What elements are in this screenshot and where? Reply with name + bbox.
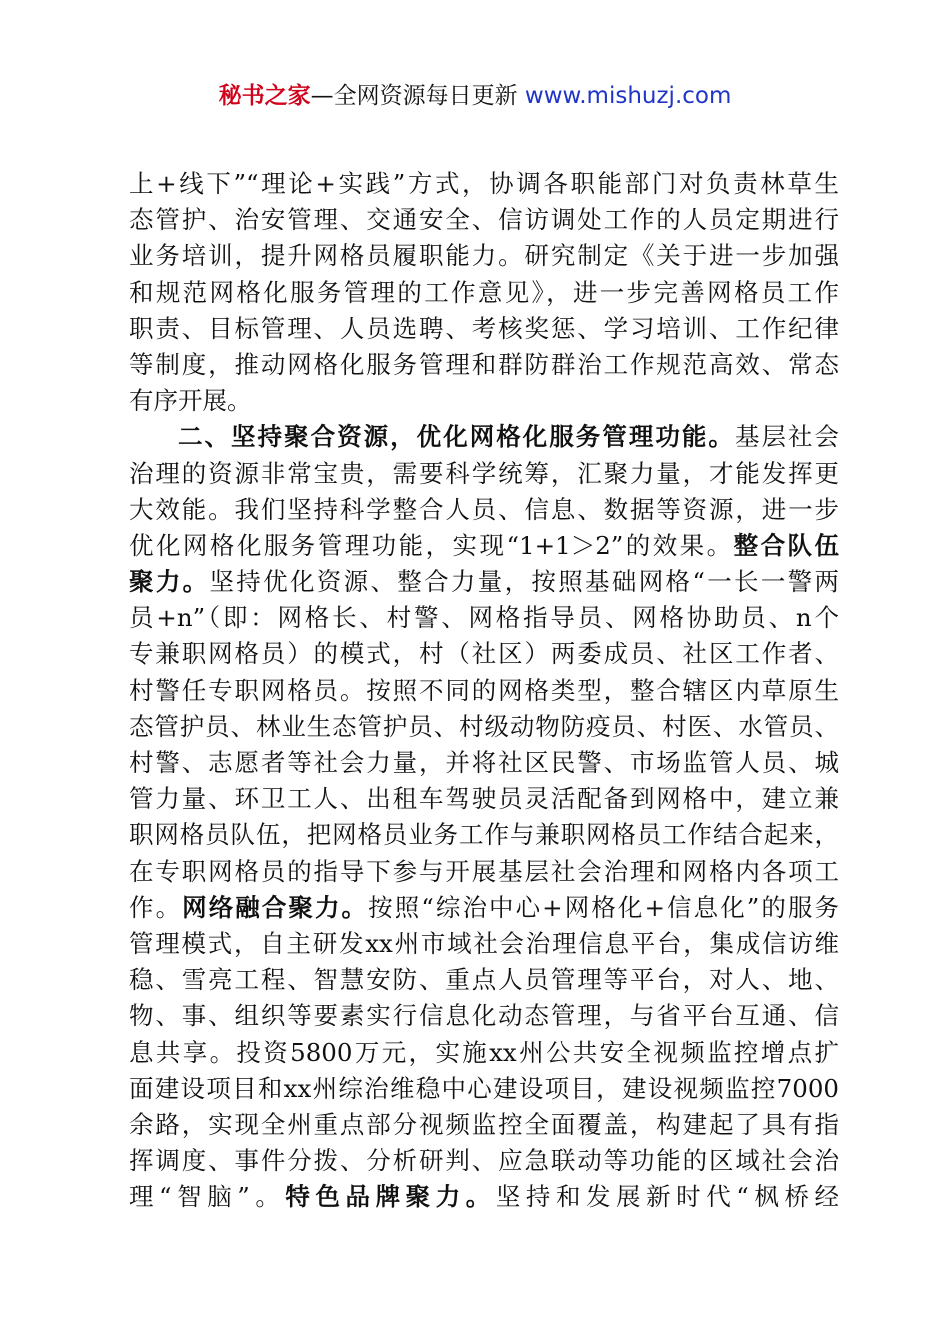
text-line xyxy=(129,383,839,419)
text-line xyxy=(129,238,839,274)
body-text-segment: 坚持和发展新时代“枫桥经 xyxy=(495,1182,839,1212)
body-text-segment: 等制度，推动网格化服务管理和群防群治工作规范高效、常态 xyxy=(129,349,839,379)
body-text-segment: 理“智脑”。 xyxy=(129,1182,286,1212)
body-text-segment: 在专职网格员的指导下参与开展基层社会治理和网格内各项工 xyxy=(129,856,839,886)
body-text-segment: 和规范网格化服务管理的工作意见》，进一步完善网格员工作 xyxy=(129,277,839,307)
text-line xyxy=(129,311,839,347)
body-text-segment: 治理的资源非常宝贵，需要科学统筹，汇聚力量，才能发挥更 xyxy=(129,458,839,488)
text-line xyxy=(129,166,839,202)
body-text-segment: 职责、目标管理、人员选聘、考核奖惩、学习培训、工作纪律 xyxy=(129,313,839,343)
body-text-segment: 稳、雪亮工程、智慧安防、重点人员管理等平台，对人、地、 xyxy=(129,965,839,995)
text-line xyxy=(129,890,839,926)
body-text-segment: 息共享。投资5800万元，实施xx州公共安全视频监控增点扩 xyxy=(129,1037,839,1067)
body-text-segment: 村警、志愿者等社会力量，并将社区民警、市场监管人员、城 xyxy=(129,748,839,777)
text-line xyxy=(129,673,839,709)
text-line xyxy=(129,492,839,528)
body-text-segment: 村警任专职网格员。按照不同的网格类型，整合辖区内草原生 xyxy=(129,675,839,705)
body-text-segment: 管理模式，自主研发xx州市域社会治理信息平台，集成信访维 xyxy=(129,928,839,958)
text-line xyxy=(129,528,839,564)
text-line xyxy=(129,1143,839,1179)
text-line xyxy=(129,600,839,636)
body-text-segment: 物、事、组织等要素实行信息化动态管理，与省平台互通、信 xyxy=(129,1001,839,1031)
body-text-segment: 业务培训，提升网格员履职能力。研究制定《关于进一步加强 xyxy=(129,241,839,271)
body-text-segment: 余路，实现全州重点部分视频监控全面覆盖，构建起了具有指 xyxy=(129,1109,839,1139)
bold-heading-text: 特色品牌聚力。 xyxy=(285,1182,496,1212)
text-line xyxy=(129,854,839,890)
watermark-header xyxy=(0,80,950,112)
text-line xyxy=(129,1071,839,1107)
bold-heading-text: 聚力。 xyxy=(129,567,210,597)
body-text-segment: 面建设项目和xx州综治维稳中心建设项目，建设视频监控7000 xyxy=(129,1073,839,1103)
body-text-segment: 优化网格化服务管理功能，实现“1+1＞2”的效果。 xyxy=(129,530,734,560)
text-line xyxy=(129,709,839,745)
body-text-segment: 挥调度、事件分拨、分析研判、应急联动等功能的区域社会治 xyxy=(129,1146,839,1176)
header-tagline: —全网资源每日更新 xyxy=(310,83,518,109)
text-line xyxy=(129,1035,839,1071)
body-text-segment: 基层社会 xyxy=(734,422,839,452)
body-text-segment: 员+n”（即：网格长、村警、网格指导员、网格协助员、n个 xyxy=(129,603,839,633)
text-line xyxy=(129,745,839,781)
text-line xyxy=(129,998,839,1034)
text-line xyxy=(129,275,839,311)
body-text-segment: 上+线下”“理论+实践”方式，协调各职能部门对负责林草生 xyxy=(129,169,839,198)
text-line xyxy=(129,419,839,455)
bold-heading-text: 二、坚持聚合资源，优化网格化服务管理功能。 xyxy=(178,422,735,452)
document-body xyxy=(129,166,839,1215)
text-line xyxy=(129,202,839,238)
text-line xyxy=(129,1107,839,1143)
body-text-segment: 专兼职网格员）的模式，村（社区）两委成员、社区工作者、 xyxy=(129,639,839,669)
body-text-segment: 作。 xyxy=(129,892,183,922)
body-text-segment: 管力量、环卫工人、出租车驾驶员灵活配备到网格中，建立兼 xyxy=(129,784,839,814)
bold-heading-text: 网络融合聚力。 xyxy=(182,892,369,922)
text-line xyxy=(129,1179,839,1215)
text-line xyxy=(129,817,839,853)
body-text-segment: 态管护、治安管理、交通安全、信访调处工作的人员定期进行 xyxy=(129,205,839,235)
body-text-segment: 有序开展。 xyxy=(129,386,252,416)
text-line xyxy=(129,781,839,817)
text-line xyxy=(129,347,839,383)
body-text-segment: 态管护员、林业生态管护员、村级动物防疫员、村医、水管员、 xyxy=(129,711,839,741)
text-line xyxy=(129,456,839,492)
header-brand: 秘书之家 xyxy=(218,83,311,109)
bold-heading-text: 整合队伍 xyxy=(733,530,839,560)
text-line xyxy=(129,926,839,962)
body-text-segment: 职网格员队伍，把网格员业务工作与兼职网格员工作结合起来， xyxy=(129,820,839,850)
body-text-segment: 坚持优化资源、整合力量，按照基础网格“一长一警两 xyxy=(209,567,839,597)
header-url[interactable]: www.mishuzj.com xyxy=(524,83,732,109)
text-line xyxy=(129,962,839,998)
body-text-segment: 大效能。我们坚持科学整合人员、信息、数据等资源，进一步 xyxy=(129,494,839,524)
text-line xyxy=(129,564,839,600)
text-line xyxy=(129,636,839,672)
body-text-segment: 按照“综治中心+网格化+信息化”的服务 xyxy=(368,892,839,922)
